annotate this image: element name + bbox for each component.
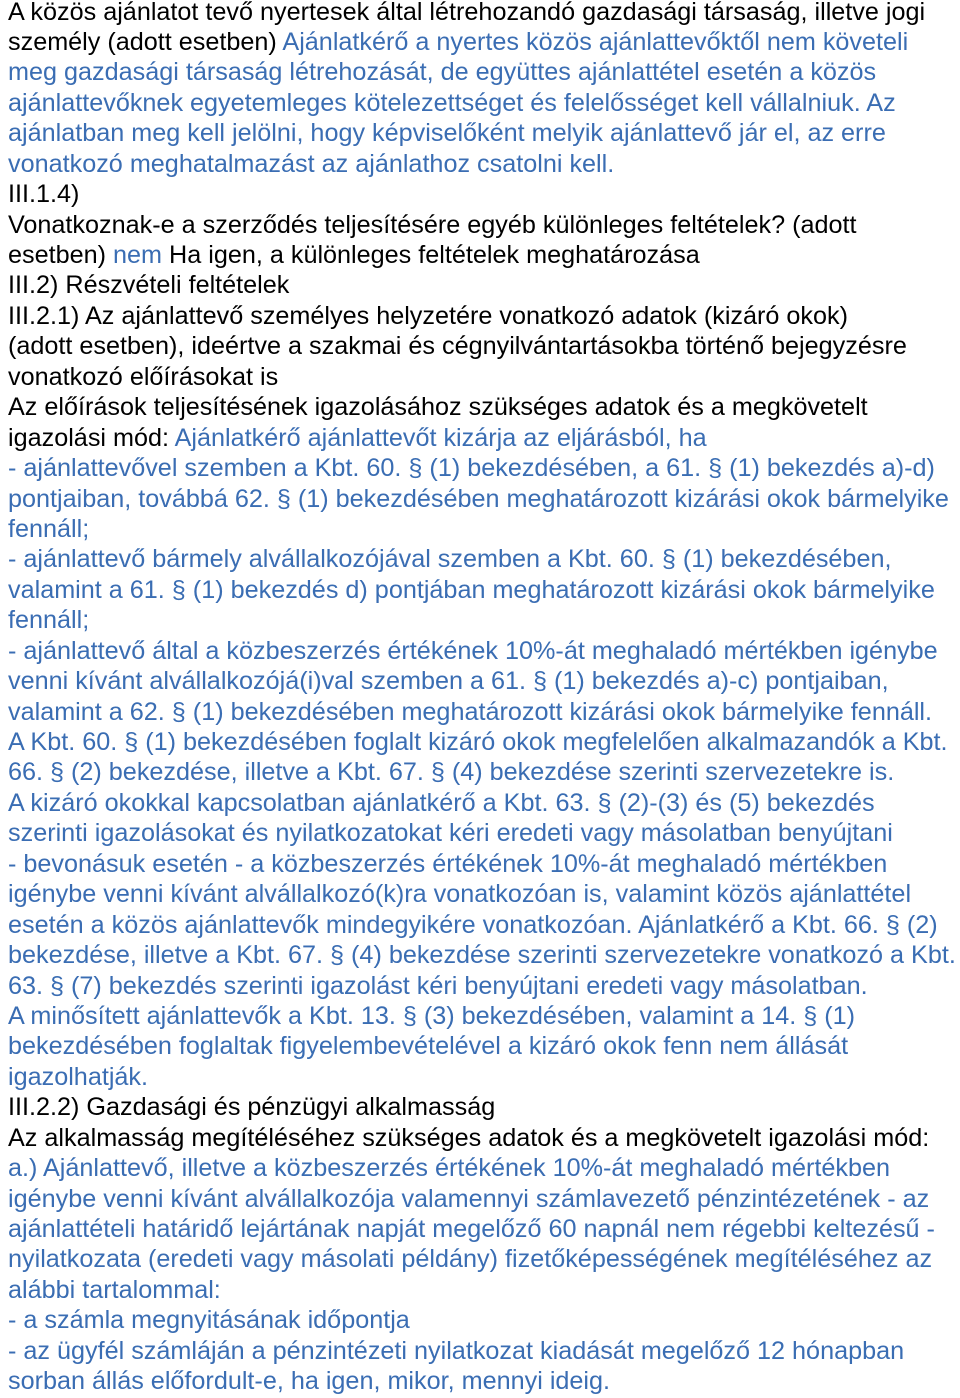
filled-in-text: ajánlattételi határidő lejártának napját megelőző 60 napnál nem régebbi keltezésű - [8,1215,935,1243]
filled-in-text: igénybe venni kívánt alvállalkozója valamennyi számlavezető pénzintézetének - az [8,1184,930,1213]
document-line [8,88,960,118]
document-line [8,1153,960,1183]
document-line [8,940,960,970]
document-line [8,1275,960,1305]
document-line [8,1123,960,1153]
filled-in-text: pontjaiban, továbbá 62. § (1) bekezdésében meghatározott kizárási okok bármelyike [8,484,949,513]
document-line [8,118,960,148]
filled-in-text: nyilatkozata (eredeti vagy másolati példány) fizetőképességének megítéléséhez az [8,1245,933,1274]
section-title: III.2.2) Gazdasági és pénzügyi alkalmasság [8,1093,496,1122]
document-line [8,605,960,635]
filled-in-text: - ajánlattevő bármely alvállalkozójával szemben a Kbt. 60. § (1) bekezdésében, [8,545,892,574]
document-line [8,514,960,544]
filled-in-text: fennáll; [8,514,90,543]
document-line [8,1214,960,1244]
filled-in-text: - ajánlattevő által a közbeszerzés értékének 10%-át meghaladó mértékben igénybe [8,636,938,665]
filled-in-text: - ajánlattevővel szemben a Kbt. 60. § (1) bekezdésében, a 61. § (1) bekezdés a)-d) [8,454,935,483]
document-line [8,757,960,787]
template-text: Vonatkoznak-e a szerződés teljesítésére egyéb különleges feltételek? (adott [8,210,857,239]
filled-in-text: - az ügyfél számláján a pénzintézeti nyilatkozat kiadását megelőző 12 hónapban [8,1336,905,1365]
filled-in-text: vonatkozó meghatalmazást az ajánlathoz csatolni kell. [8,149,615,178]
filled-in-text: bekezdésében foglaltak figyelembevételével a kizáró okok fenn nem állását [8,1032,849,1061]
section-heading [8,270,960,300]
filled-in-text: valamint a 62. § (1) bekezdésében meghatározott kizárási okok bármelyike fennáll. [8,697,933,726]
document-line [8,818,960,848]
document-line [8,1001,960,1031]
document-line [8,149,960,179]
document-line [8,636,960,666]
filled-in-text: venni kívánt alvállalkozójá(i)val szemben a 61. § (1) bekezdés a)-c) pontjaiban, [8,667,889,696]
template-text: A közös ajánlatot tevő nyertesek által létrehozandó gazdasági társaság, illetve jogi [8,0,926,26]
document-line [8,423,960,453]
section-title: III.2) Részvételi feltételek [8,271,290,300]
document-line [8,849,960,879]
document-line [8,1062,960,1092]
filled-in-text: A kizáró okokkal kapcsolatban ajánlatkérő a Kbt. 63. § (2)-(3) és (5) bekezdés [8,788,875,817]
filled-in-text: ajánlattevőknek egyetemleges kötelezettséget és felelősséget kell vállalniuk. Az [8,88,896,117]
document-line [8,1184,960,1214]
template-text: Ha igen, a különleges feltételek meghatározása [162,241,700,269]
section-heading [8,179,960,209]
filled-in-text: - bevonásuk esetén - a közbeszerzés értékének 10%-át meghaladó mértékben [8,849,888,878]
document-line [8,666,960,696]
document-line [8,210,960,240]
filled-in-text: - a számla megnyitásának időpontja [8,1306,410,1335]
document-line [8,27,960,57]
section-heading [8,301,960,331]
filled-in-text: Ajánlatkérő a nyertes közös ajánlattevőktől nem követeli [282,27,909,56]
filled-in-text: fennáll; [8,606,90,635]
filled-in-text: sorban állás előfordult-e, ha igen, mikor, mennyi ideig. [8,1367,611,1396]
document-line [8,544,960,574]
document-line [8,240,960,270]
template-text: esetben) [8,241,114,269]
filled-in-text: szerinti igazolásokat és nyilatkozatokat kéri eredeti vagy másolatban benyújtani [8,819,893,848]
template-text: vonatkozó előírásokat is [8,362,279,391]
filled-in-text: valamint a 61. § (1) bekezdés d) pontjában meghatározott kizárási okok bármelyike [8,575,935,604]
filled-in-text: Ajánlatkérő ajánlattevőt kizárja az eljárásból, ha [174,423,707,452]
filled-in-text: igazolhatják. [8,1062,149,1091]
filled-in-text: meg gazdasági társaság létrehozását, de együttes ajánlattétel esetén a közös [8,58,877,87]
template-text: igazolási mód: [8,423,175,452]
document-line [8,1366,960,1396]
section-heading [8,1092,960,1122]
template-text: (adott esetben), ideértve a szakmai és cégnyilvántartásokba történő bejegyzésre [8,332,907,361]
document-line [8,788,960,818]
filled-in-text: 66. § (2) bekezdése, illetve a Kbt. 67. § (4) bekezdése szerinti szervezetekre is. [8,758,895,787]
document-line [8,1305,960,1335]
filled-in-text: a.) Ajánlattevő, illetve a közbeszerzés értékének 10%-át meghaladó mértékben [8,1154,891,1183]
document-line [8,57,960,87]
template-text: személy (adott esetben) [8,27,283,56]
document-line [8,697,960,727]
document-line [8,910,960,940]
filled-in-text: alábbi tartalommal: [8,1275,221,1304]
filled-in-text: 63. § (7) bekezdés szerinti igazolást kéri benyújtani eredeti vagy másolatban. [8,971,868,1000]
section-title: III.2.1) Az ajánlattevő személyes helyzetére vonatkozó adatok (kizáró okok) [8,301,849,330]
filled-in-text: esetén a közös ajánlattevők mindegyikére vonatkozóan. Ajánlatkérő a Kbt. 66. § (2) [8,910,938,939]
template-text: Az előírások teljesítésének igazolásához szükséges adatok és a megkövetelt [8,393,868,422]
document-line [8,331,960,361]
document-line [8,971,960,1001]
filled-in-text: A minősített ajánlattevők a Kbt. 13. § (3) bekezdésében, valamint a 14. § (1) [8,1001,856,1030]
document-line [8,1336,960,1366]
document-line [8,362,960,392]
document-line [8,1244,960,1274]
document-body [8,0,960,1397]
document-line [8,1031,960,1061]
document-line [8,453,960,483]
document-line [8,727,960,757]
document-line [8,575,960,605]
template-text: Az alkalmasság megítéléséhez szükséges adatok és a megkövetelt igazolási mód: [8,1123,930,1152]
filled-in-text: ajánlatban meg kell jelölni, hogy képviselőként melyik ajánlattevő jár el, az erre [8,119,886,148]
filled-in-text: bekezdése, illetve a Kbt. 67. § (4) bekezdése szerinti szervezetekre vonatkozó a Kbt. [8,941,956,970]
document-line [8,484,960,514]
document-line [8,0,960,27]
document-line [8,392,960,422]
filled-in-text: igénybe venni kívánt alvállalkozó(k)ra vonatkozóan is, valamint közös ajánlattétel [8,880,912,909]
filled-in-text: A Kbt. 60. § (1) bekezdésében foglalt kizáró okok megfelelően alkalmazandók a Kbt. [8,728,948,756]
document-line [8,879,960,909]
section-number: III.1.4) [8,180,80,209]
filled-in-answer: nem [113,241,163,269]
